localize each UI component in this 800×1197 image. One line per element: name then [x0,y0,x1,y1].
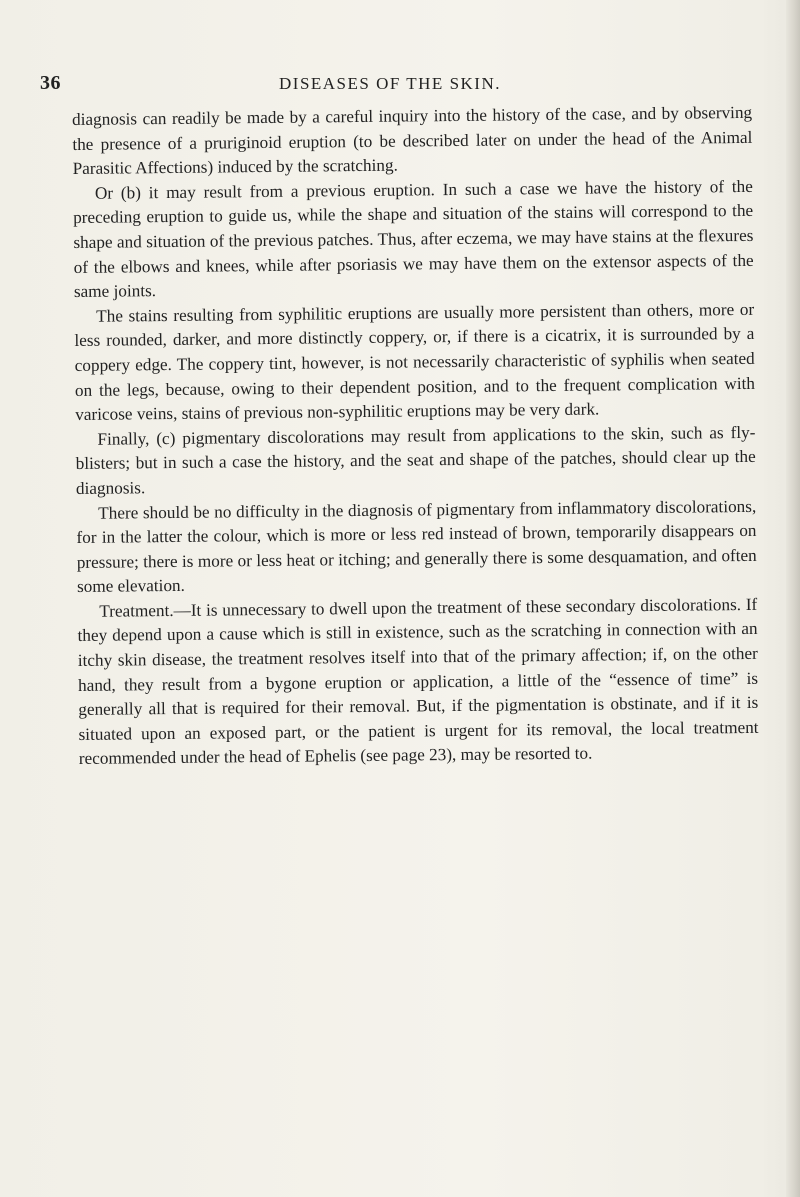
body-text [72,101,759,772]
paragraph-treatment: Treatment.—It is unnecessary to dwell upon the treatment of these secondary discolorations. If they depend upon a cause which is still in existence, such as the scratching in connection with an itchy skin disease, the treatment resolves itself into that of the primary affection; if, on the other hand, they result from a bygone eruption or application, a little of the “essence of time” is generally all that is required for their removal. But, if the pigmentation is obstinate, and if it is situated upon an exposed part, or the patient is urgent for its removal, the local treatment recommended under the head of Ephelis (see page 23), may be resorted to. [77,594,759,769]
page-binding-edge [786,0,800,1197]
paragraph-differential-diagnosis: There should be no difficulty in the diagnosis of pigmentary from inflammatory discolorations, for in the latter the colour, which is more or less red instead of brown, temporarily disappears on pressure; there is more or less heat or itching; and generally there is some desquamation, and often some elevation. [76,496,757,597]
paragraph-previous-eruption: Or (b) it may result from a previous eruption. In such a case we have the history of the preceding eruption to guide us, while the shape and situation of the stains will correspond to the shape and situation of the previous patches. Thus, after eczema, we may have stains at the flexures of the elbows and knees, while after psoriasis we may have them on the extensor aspects of the same joints. [73,176,754,302]
running-head [40,72,740,96]
page-number: 36 [40,72,61,94]
paragraph-continuation: diagnosis can readily be made by a careful inquiry into the history of the case, and by observing the presence of a pruriginoid eruption (to be described later on under the head of the Animal Parasitic Affections) induced by the scratching. [72,102,753,179]
paragraph-applications: Finally, (c) pigmentary discolorations may result from applications to the skin, such as fly-blisters; but in such a case the history, and the seat and shape of the patches, should clear up the diagnosis. [75,422,756,498]
paragraph-syphilitic-stains: The stains resulting from syphilitic eruptions are usually more persistent than others, more or less rounded, darker, and more distinctly coppery, or, if there is a cicatrix, it is surrounded by a coppery edge. The coppery tint, however, is not necessarily characteristic of syphilis when seated on the legs, because, owing to their dependent position, and to the frequent complication with varicose veins, stains of previous non-syphilitic eruptions may be very dark. [74,299,756,425]
running-title: DISEASES OF THE SKIN. [279,74,501,93]
